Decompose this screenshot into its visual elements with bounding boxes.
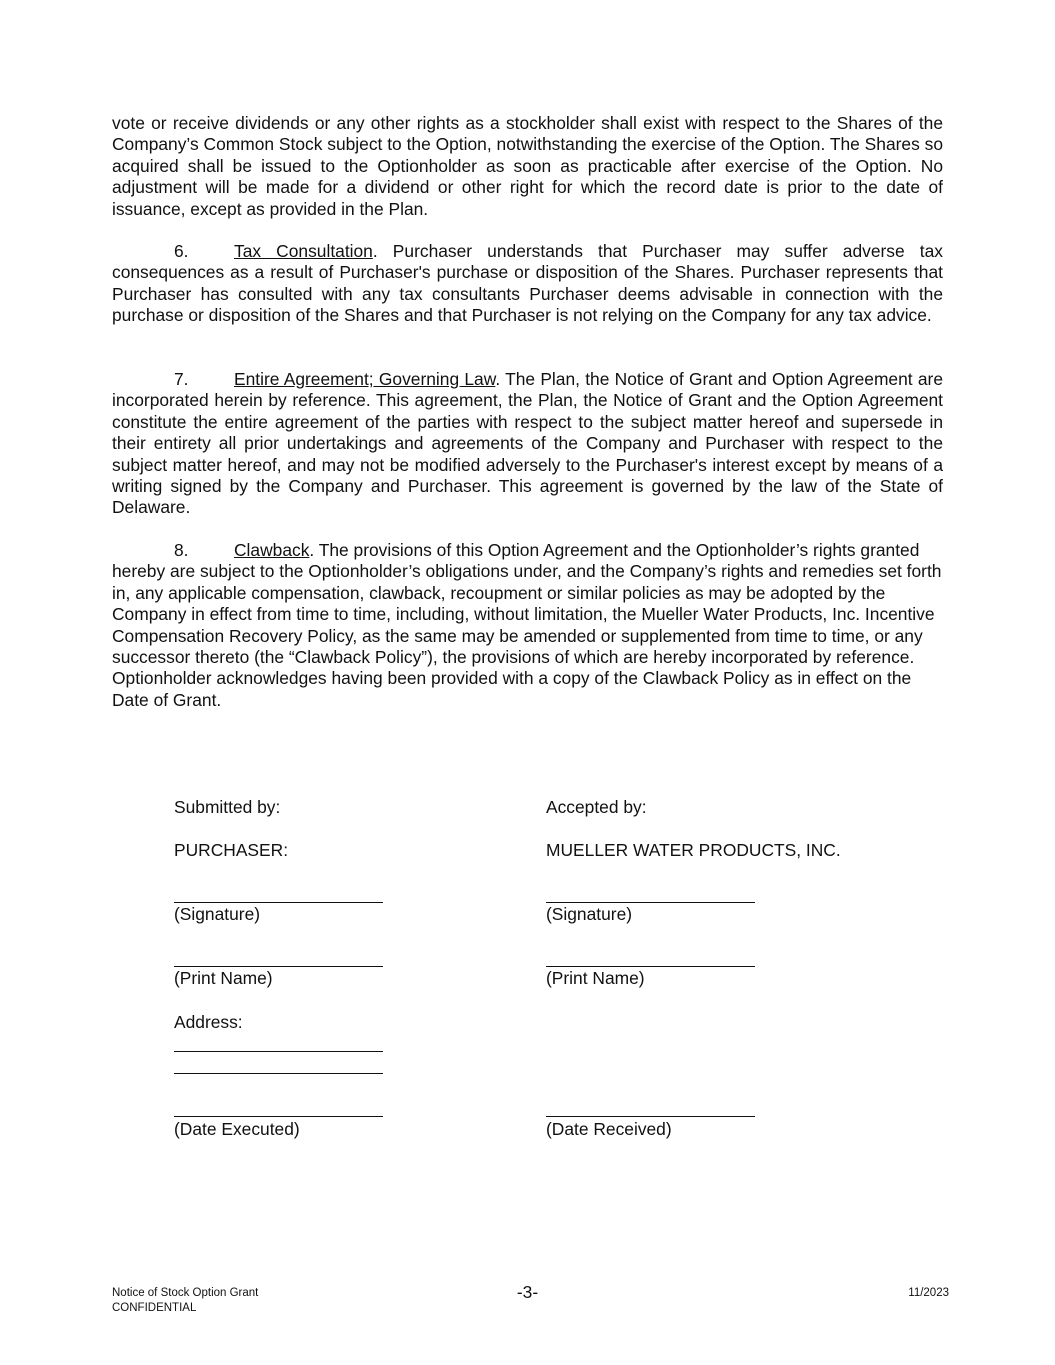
section-8-heading: Clawback <box>234 540 310 560</box>
section-6-text: . Purchaser understands that Purchaser may suffer adverse tax consequences as a result of Purchaser's purchase or disposition of the Shares. Purchaser represents that Purchaser has consulted with any tax consultants Purchaser deems advisable in connection with the purchase or disposition of the Shares and that Purchaser is not relying on the Company for any tax advice. <box>112 241 943 326</box>
company-date-line <box>546 1116 755 1117</box>
section-7-number: 7. <box>174 369 189 389</box>
intro-paragraph: vote or receive dividends or any other rights as a stockholder shall exist with respect to the Shares of the Company’s Common Stock subject to the Option, notwithstanding the exercise of the Option. The Shares so acquired shall be issued to the Optionholder as soon as practicable after exercise of the Option. No adjustment will be made for a dividend or other right for which the record date is prior to the date of issuance, except as provided in the Plan. <box>112 113 943 219</box>
company-signature-label: (Signature) <box>546 904 633 924</box>
footer-confidential: CONFIDENTIAL <box>112 1302 197 1314</box>
purchaser-address-label: Address: <box>174 1012 243 1032</box>
company-print-name-line <box>546 966 755 967</box>
section-6-heading: Tax Consultation <box>234 241 373 261</box>
footer-doc-title: Notice of Stock Option Grant <box>112 1287 259 1299</box>
company-signature-line <box>546 902 755 903</box>
date-executed-label: (Date Executed) <box>174 1119 300 1139</box>
section-7-heading: Entire Agreement; Governing Law <box>234 369 496 389</box>
company-name-label: MUELLER WATER PRODUCTS, INC. <box>546 840 841 860</box>
purchaser-signature-label: (Signature) <box>174 904 261 924</box>
accepted-by-label: Accepted by: <box>546 797 647 817</box>
section-8-text: . The provisions of this Option Agreement and the Optionholder’s rights granted hereby are subject to the Optionholder’s obligations under, and the Company’s rights and remedies set forth in, any applicable compensation, clawback, recoupment or similar policies as may be adopted by the Company in effect from time to time, including, without limitation, the Mueller Water Products, Inc. Incentive Compensation Recovery Policy, as the same may be amended or supplemented from time to time, or any successor thereto (the “Clawback Policy”), the provisions of which are hereby incorporated by reference. Optionholder acknowledges having been provided with a copy of the Clawback Policy as in effect on the Date of Grant. <box>112 540 942 710</box>
purchaser-signature-line <box>174 902 383 903</box>
purchaser-address-line-1 <box>174 1051 383 1052</box>
section-6-paragraph <box>112 241 943 327</box>
section-8-number: 8. <box>174 540 189 560</box>
section-7-text: . The Plan, the Notice of Grant and Option Agreement are incorporated herein by reference. This agreement, the Plan, the Notice of Grant and the Option Agreement constitute the entire agreement of the parties with respect to the subject matter hereof and supersede in their entirety all prior undertakings and agreements of the Company and Purchaser with respect to the subject matter hereof, and may not be modified adversely to the Purchaser's interest except by means of a writing signed by the Company and Purchaser. This agreement is governed by the law of the State of Delaware. <box>112 369 943 518</box>
company-print-name-label: (Print Name) <box>546 968 645 988</box>
purchaser-address-line-2 <box>174 1073 383 1074</box>
purchaser-date-line <box>174 1116 383 1117</box>
purchaser-label: PURCHASER: <box>174 840 289 860</box>
section-7-paragraph <box>112 369 943 519</box>
date-received-label: (Date Received) <box>546 1119 672 1139</box>
footer-version-date: 11/2023 <box>908 1287 949 1299</box>
purchaser-print-name-line <box>174 966 383 967</box>
section-8-paragraph <box>112 540 943 711</box>
purchaser-print-name-label: (Print Name) <box>174 968 273 988</box>
section-6-number: 6. <box>174 241 189 261</box>
submitted-by-label: Submitted by: <box>174 797 281 817</box>
page-number: -3- <box>516 1282 539 1302</box>
